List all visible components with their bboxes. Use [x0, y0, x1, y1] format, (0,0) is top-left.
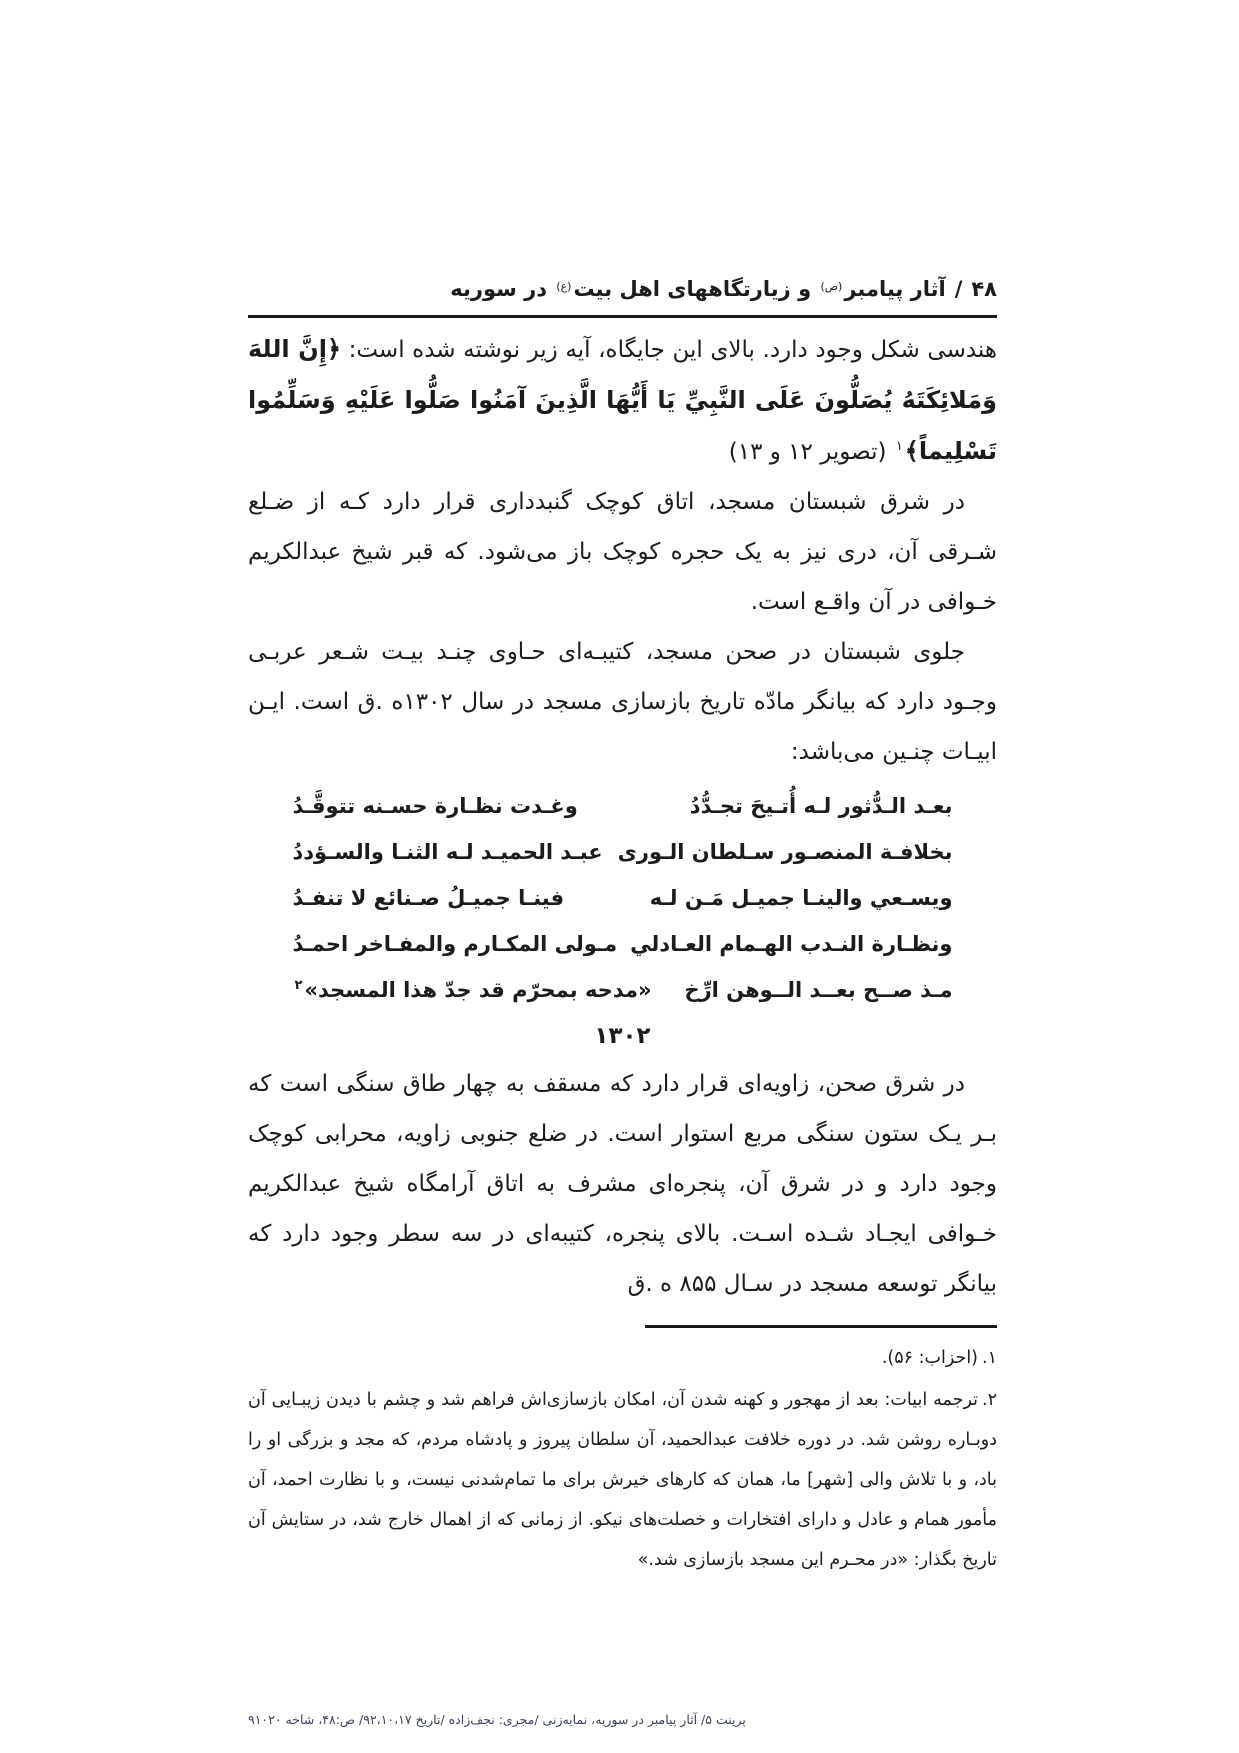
- footnote-reference-2: ۲: [294, 978, 303, 993]
- chronogram-date: ۱۳۰۲: [594, 1023, 651, 1049]
- footnote-separator: [645, 1325, 997, 1328]
- body-paragraph-3: جلوی شبستان در صحن مسجد، کتیبـه‌ای حـاوی چنـد بیـت شـعر عربـی وجـود دارد که بیانگر مادّه تاریخ بازسازی مسجد در سال ۱۳۰۲ه .ق است. ایـن ابیـات چنـین می‌باشد:: [248, 639, 997, 765]
- page-number: ۴۸: [971, 277, 997, 301]
- paragraph-lead-text: هندسی شکل وجود دارد. بالای این جایگاه، آیه زیر نوشته شده است:: [341, 337, 997, 363]
- poem-couplet-1: [293, 783, 953, 829]
- hemistich-left: [293, 978, 652, 1002]
- footnote-number: ۲.: [982, 1390, 997, 1410]
- footnote-1: [248, 1338, 997, 1378]
- footnote-text: (احزاب: ۵۶).: [881, 1348, 979, 1368]
- footnote-text: ترجمه ابیات: بعد از مهجور و کهنه شدن آن، امکان بازسازی‌اش فراهم شد و چشم با دیدن زیبـایی آن دوبـاره روشن شد. در دوره خلافت عبدالحمید، آن سلطان پیروز و پادشاه مردم، که مجد و بزرگی او را باد، و با تلاش والی [شهر] ما، همان که کارهای خیرش برای ما تمام‌شدنی نیست، و با نظارت احمد، آن مأمور همام و عادل و دارای افتخارات و خصلت‌های نیکو. از زمانی که از اهمال خارج شد، در ستایش آن تاریخ بگذار: «در محـرم این مسجد بازسازی شد.»: [248, 1390, 997, 1570]
- running-title-part3: در سوریه: [450, 277, 547, 301]
- arabic-poem: [293, 783, 953, 1059]
- running-title: [450, 272, 945, 304]
- poem-couplet-5: [293, 967, 953, 1013]
- hemistich-right: بخلافـة المنصـور سـلطان الـورى: [617, 840, 953, 864]
- figure-reference: (تصویر ۱۲ و ۱۳): [728, 439, 894, 465]
- poem-couplet-2: [293, 829, 953, 875]
- header-separator: /: [954, 277, 963, 301]
- footnote-reference-1: ۱: [895, 439, 903, 455]
- hemistich-right: مـذ صــح بعــد الــوهن ارِّخ: [684, 978, 953, 1002]
- page-header: [248, 272, 997, 318]
- footnotes-block: [248, 1338, 997, 1580]
- footnote-number: ۱.: [982, 1348, 997, 1368]
- hemistich-left: وغـدت نظـارة حسـنه تتوقَّـدُ: [292, 794, 578, 818]
- main-text: [248, 324, 997, 1309]
- hemistich-left: مـولى المكـارم والمفـاخر احمـدُ: [292, 932, 618, 956]
- body-paragraph-4: در شرق صحن، زاویه‌ای قرار دارد که مسقف به چهار طاق سنگی است که بـر یـک ستون سنگی مربع استوار است. در ضلع جنوبی زاویه، محرابی کوچک وجود دارد و در شرق آن، پنجره‌ای مشرف به اتاق آرامگاه شیخ عبدالکریم خـوافی ایجـاد شـده اسـت. بالای پنجره، کتیبه‌ای در سه سطر وجود دارد که بیانگر توسعه مسجد در سـال ۸۵۵ ه .ق: [248, 1071, 997, 1297]
- hemistich-left: فينـا جميـلُ صـنائع لا تنفـدُ: [292, 886, 565, 910]
- poem-couplet-3: [293, 875, 953, 921]
- prophet-honorific-icon: (ص): [820, 280, 843, 293]
- hemistich-right: بعـد الـدُّثور لـه أُتـيحَ تجـدُّدُ: [689, 794, 953, 818]
- running-title-part2: و زیارتگاههای اهل بیت: [573, 277, 812, 301]
- print-control-line: پرینت ۵/ آثار پیامبر در سوریه، نمایه‌زنی /مجری: نجف‌زاده /تاریخ ۹۲،۱۰،۱۷/ ص:۴۸، شاخه ۹۱۰۲۰: [248, 1712, 746, 1727]
- body-paragraph-1: [248, 324, 997, 477]
- poem-couplet-4: [293, 921, 953, 967]
- footnote-2: [248, 1380, 997, 1580]
- hemistich-right: ونظـارة النـدب الهـمام العـادلي: [630, 932, 953, 956]
- hemistich-left-text: «مدحه بمحرّم قد جدّ هذا المسجد»: [304, 978, 652, 1002]
- running-title-part1: آثار پیامبر: [844, 277, 946, 301]
- hemistich-right: ويسـعي والينـا جميـل مَـن لـه: [649, 886, 953, 910]
- ahlulbayt-honorific-icon: (ع): [556, 280, 572, 293]
- quran-verse: ﴿إِنَّ اللهَ وَمَلائِكَتَهُ يُصَلُّونَ عَلَى النَّبِيِّ يَا أَيُّهَا الَّذِينَ آمَنُوا صَلُّوا عَلَيْهِ وَسَلِّمُوا تَسْلِيماً﴾: [248, 335, 997, 465]
- body-paragraph-2: در شرق شبستان مسجد، اتاق کوچک گنبدداری قرار دارد کـه از ضـلع شـرقی آن، دری نیز به یک حجره کوچک باز می‌شود. که قبر شیخ عبدالکریم خـوافی در آن واقـع است.: [248, 489, 997, 615]
- hemistich-left: عبـد الحميـد لـه الثنـا والسـؤددُ: [292, 840, 603, 864]
